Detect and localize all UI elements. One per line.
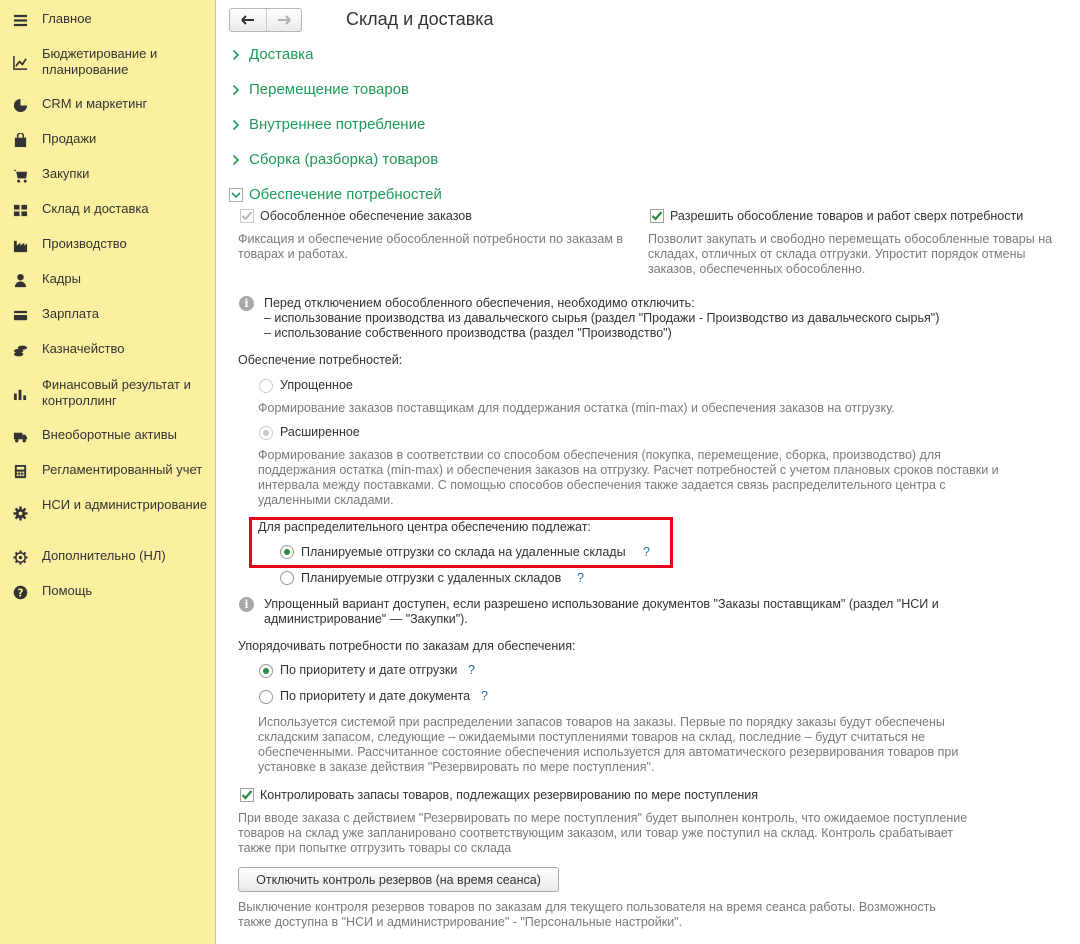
help-link[interactable]: ? (481, 689, 488, 703)
group-label: Сборка (разборка) товаров (249, 151, 439, 168)
sidebar-item-financial[interactable] (0, 377, 216, 411)
chevron-right-icon (232, 82, 244, 98)
pie-chart-icon (12, 97, 28, 113)
arrow-left-icon (241, 15, 255, 25)
sidebar-item-salary[interactable] (0, 306, 216, 324)
sidebar-item-label: Финансовый результат и контроллинг (42, 377, 191, 408)
sidebar (0, 0, 216, 944)
menu-icon (12, 12, 28, 28)
person-icon (12, 272, 28, 288)
grid-icon (12, 202, 28, 218)
allow-separation-checkbox[interactable] (650, 209, 664, 223)
simple-desc: Формирование заказов поставщикам для поддержания остатка (min-max) и обеспечения заказов на отгрузку. (258, 401, 895, 415)
extended-desc: Формирование заказов в соответствии со способом обеспечения (покупка, перемещение, сборка, производство) для поддержания остатка (min-max) и обеспечения заказов на отгрузку. Расчет потребностей с учетом плановых сроков поставки и интервала между поставками. С помощью способов обеспечения также задается связь распределительного центра с удаленными складами. (258, 448, 999, 507)
sidebar-item-assets[interactable] (0, 427, 216, 445)
control-reserves-checkbox[interactable] (240, 788, 254, 802)
svg-text:?: ? (17, 586, 23, 599)
help-icon (12, 584, 28, 600)
dc-option2-label: Планируемые отгрузки с удаленных складов (301, 571, 562, 585)
info-line: Перед отключением обособленного обеспечения, необходимо отключить: (264, 296, 695, 310)
chart-line-icon (12, 54, 28, 70)
highlight-box (249, 517, 673, 568)
info-simple-notice: Упрощенный вариант доступен, если разрешено использование документов "Заказы поставщикам" (раздел "НСИ и администрирование" — "Закупки"). (264, 597, 939, 626)
chevron-right-icon (232, 47, 244, 63)
history-nav (229, 8, 302, 32)
order-option1-radio[interactable] (259, 664, 273, 678)
group-internal[interactable] (232, 116, 425, 133)
disable-control-desc: Выключение контроля резервов товаров по заказам для текущего пользователя на время сеанса работы. Возможность также доступна в "НСИ и администрирование" - "Персональные настройки". (238, 900, 936, 929)
info-line: – использование собственного производства (раздел "Производство") (264, 326, 672, 340)
checkmark-icon (241, 789, 253, 801)
sidebar-item-help[interactable] (0, 583, 216, 601)
sidebar-item-label: НСИ и администрирование (42, 497, 208, 512)
control-reserves-desc: При вводе заказа с действием "Резервировать по мере поступления" будет выполнен контроль, что ожидаемое поступление товаров на склад уже запланировано соответствующим заказом, или товар уже поступил на склад. Контроль срабатывает также при попытке отгрузить товары со склада (238, 811, 968, 855)
forward-button[interactable] (266, 9, 302, 31)
group-delivery[interactable] (232, 46, 313, 63)
dc-option2-radio[interactable] (280, 571, 294, 585)
sidebar-item-hr[interactable] (0, 271, 216, 289)
sidebar-item-main[interactable] (0, 11, 216, 29)
sidebar-item-label: Закупки (42, 166, 90, 181)
sidebar-item-treasury[interactable] (0, 341, 216, 359)
sidebar-item-label: Помощь (42, 583, 93, 598)
order-label: Упорядочивать потребности по заказам для обеспечения: (238, 639, 576, 653)
sidebar-item-budgeting[interactable] (0, 46, 216, 80)
info-line: – использование производства из давальческого сырья (раздел "Продажи - Производство из давальческого сырья") (264, 311, 940, 325)
sidebar-item-crm[interactable] (0, 96, 216, 114)
sidebar-item-additional[interactable] (0, 548, 216, 566)
disable-control-button[interactable]: Отключить контроль резервов (на время сеанса) (238, 867, 559, 892)
help-link[interactable]: ? (643, 545, 650, 559)
group-moving[interactable] (232, 81, 409, 98)
chevron-right-icon (232, 117, 244, 133)
sidebar-item-label: Склад и доставка (42, 201, 149, 216)
separate-supply-desc: Фиксация и обеспечение обособленной потребности по заказам в товарах и работах. (238, 232, 624, 261)
dc-label: Для распределительного центра обеспечению подлежат: (258, 520, 591, 534)
chevron-right-icon (232, 152, 244, 168)
gear-icon (12, 505, 28, 521)
group-label: Внутреннее потребление (249, 116, 426, 133)
order-option2-radio[interactable] (259, 690, 273, 704)
order-option1-label: По приоритету и дате отгрузки (280, 663, 458, 677)
sidebar-item-label: Зарплата (42, 306, 99, 321)
group-needs[interactable] (229, 186, 442, 203)
bar-chart-icon (12, 385, 28, 401)
gear-outline-icon (12, 549, 28, 565)
cart-icon (12, 167, 28, 183)
extended-radio[interactable] (259, 426, 273, 440)
sidebar-item-production[interactable] (0, 236, 216, 254)
order-desc: Используется системой при распределении запасов товаров на заказы. Первые по порядку заказы будут обеспечены складским запасом, следующие – ожидаемыми поступлениями товаров на склад, последние – будут считаться не обеспеченными. Рассчитанное состояние обеспечения используется для автоматического резервирования товаров при установке в заказе действия "Резервировать по мере поступления". (258, 715, 959, 774)
info-disable-notice (264, 296, 1024, 341)
sidebar-item-warehouse[interactable] (0, 201, 216, 219)
order-option2-label: По приоритету и дате документа (280, 689, 471, 703)
sidebar-item-sales[interactable] (0, 131, 216, 149)
help-link[interactable]: ? (577, 571, 584, 585)
checkmark-icon (651, 210, 663, 222)
group-label: Обеспечение потребностей (249, 186, 442, 203)
page-title: Склад и доставка (346, 9, 494, 29)
checkmark-icon (241, 210, 253, 222)
sidebar-item-label: Кадры (42, 271, 81, 286)
sidebar-item-label: Казначейство (42, 341, 125, 356)
info-icon: i (239, 296, 254, 311)
separate-supply-label: Обособленное обеспечение заказов (260, 209, 472, 223)
group-label: Перемещение товаров (249, 81, 409, 98)
separate-supply-checkbox[interactable] (240, 209, 254, 223)
info-icon: i (239, 597, 254, 612)
arrow-right-icon (277, 15, 291, 25)
sidebar-item-label: CRM и маркетинг (42, 96, 148, 111)
bag-icon (12, 132, 28, 148)
truck-icon (12, 428, 28, 444)
sidebar-item-label: Бюджетирование и планирование (42, 46, 158, 77)
supply-mode-label: Обеспечение потребностей: (238, 353, 403, 367)
sidebar-item-regulated[interactable] (0, 462, 216, 480)
simple-radio-label: Упрощенное (280, 378, 353, 392)
sidebar-item-label: Регламентированный учет (42, 462, 203, 477)
calculator-icon (12, 463, 28, 479)
factory-icon (12, 237, 28, 253)
card-icon (12, 307, 28, 323)
sidebar-item-label: Производство (42, 236, 127, 251)
sidebar-item-label: Продажи (42, 131, 97, 146)
sidebar-item-label: Дополнительно (НЛ) (42, 548, 166, 563)
allow-separation-desc: Позволит закупать и свободно перемещать обособленные товары на складах, отличных от склада отгрузки. Упростит порядок отмены заказов, обеспеченных обособленно. (648, 232, 1053, 276)
dc-option1-label: Планируемые отгрузки со склада на удаленные склады (301, 545, 626, 559)
help-link[interactable]: ? (468, 663, 475, 677)
back-button[interactable] (230, 9, 266, 31)
simple-radio[interactable] (259, 379, 273, 393)
group-label: Доставка (249, 46, 314, 63)
chevron-down-icon (229, 187, 244, 203)
coins-icon (12, 342, 28, 358)
sidebar-item-purchases[interactable] (0, 166, 216, 184)
control-reserves-label: Контролировать запасы товаров, подлежащих резервированию по мере поступления (260, 788, 759, 802)
sidebar-item-nsi[interactable] (0, 497, 216, 531)
group-assembly[interactable] (232, 151, 438, 168)
sidebar-item-label: Внеоборотные активы (42, 427, 178, 442)
allow-separation-label: Разрешить обособление товаров и работ сверх потребности (670, 209, 1024, 223)
sidebar-item-label: Главное (42, 11, 92, 26)
extended-radio-label: Расширенное (280, 425, 360, 439)
